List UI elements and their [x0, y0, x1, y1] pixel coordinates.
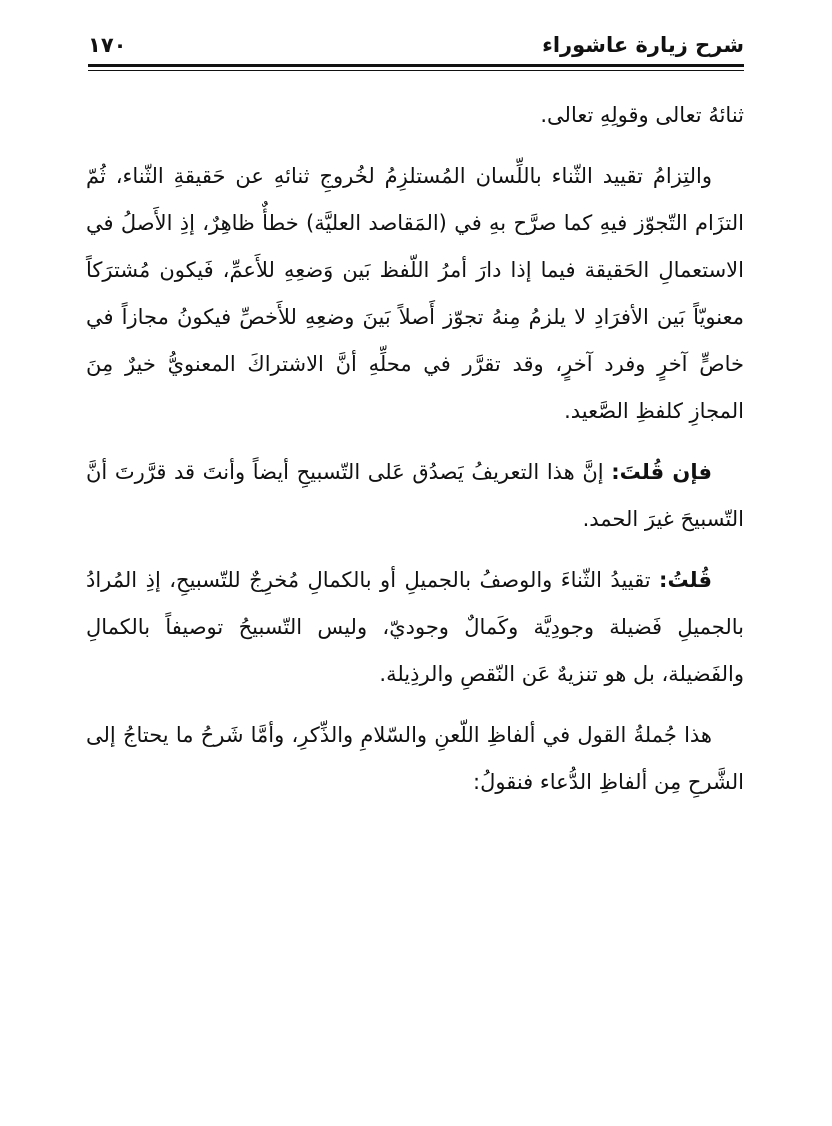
paragraph [86, 153, 744, 435]
paragraph-continuation [86, 92, 744, 139]
paragraph-lead: قُلتُ: [659, 568, 712, 592]
paragraph-text: والتِزامُ تقييد الثّناء باللِّسان المُستلزِمُ لخُروجِ ثنائهِ عن حَقيقةِ الثّناء، ثُمّ التزَام التّجوّز فيهِ كما صرَّح بهِ في (المَقاصد العليَّة) خطأٌ ظاهِرٌ، إذِ الأَصلُ في الاستعمالِ الحَقيقة فيما إذا دارَ أمرُ اللّفظ بَين وَضعِهِ للأَعمِّ، فَيكون مُشترَكاً معنويّاً بَين الأفرَادِ لا يلزمُ مِنهُ تجوّز أَصلاً بَينَ وضعِهِ للأَخصِّ فيكونُ مجازاً في خاصٍّ آخرٍ وفرد آخرٍ، وقد تقرَّر في محلِّهِ أنَّ الاشتراكَ المعنويُّ خيرٌ مِنَ المجازِ كلفظِ الصَّعيد. [86, 164, 744, 423]
running-header [88, 28, 744, 62]
running-header-title: شرح زيارة عاشوراء [542, 33, 744, 57]
paragraph-text: تقييدُ الثّناءَ والوصفُ بالجميلِ أو بالكمالِ مُخرِجٌ للتّسبيحِ، إذِ المُرادُ بالجميلِ فَضيلة وجودِيَّة وكَمالٌ وجوديّ، وليس التّسبيحُ توصيفاً بالكمالِ والفَضيلة، بل هو تنزيهٌ عَن النّقصِ والرذِيلة. [86, 568, 744, 686]
header-rule-thick [88, 64, 744, 67]
header-rule-thin [88, 70, 744, 71]
paragraph-conclusion [86, 712, 744, 806]
page-number: ١٧٠ [88, 33, 127, 57]
paragraph-reply [86, 557, 744, 698]
body-text [86, 92, 744, 820]
paragraph-objection [86, 449, 744, 543]
paragraph-text: إنَّ هذا التعريفُ يَصدُق عَلى التّسبيحِ أيضاً وأنتَ قد قرَّرتَ أنَّ التّسبيحَ غيرَ الحمد. [86, 460, 744, 531]
paragraph-text: هذا جُملةُ القول في ألفاظِ اللّعنِ والسّلامِ والذِّكرِ، وأمَّا شَرحُ ما يحتاجُ إلى الشَّرحِ مِن ألفاظِ الدُّعاء فنقولُ: [86, 723, 744, 794]
paragraph-lead: فإن قُلتَ: [611, 460, 712, 484]
paragraph-text: ثنائهُ تعالى وقولِهِ تعالى. [540, 103, 744, 127]
